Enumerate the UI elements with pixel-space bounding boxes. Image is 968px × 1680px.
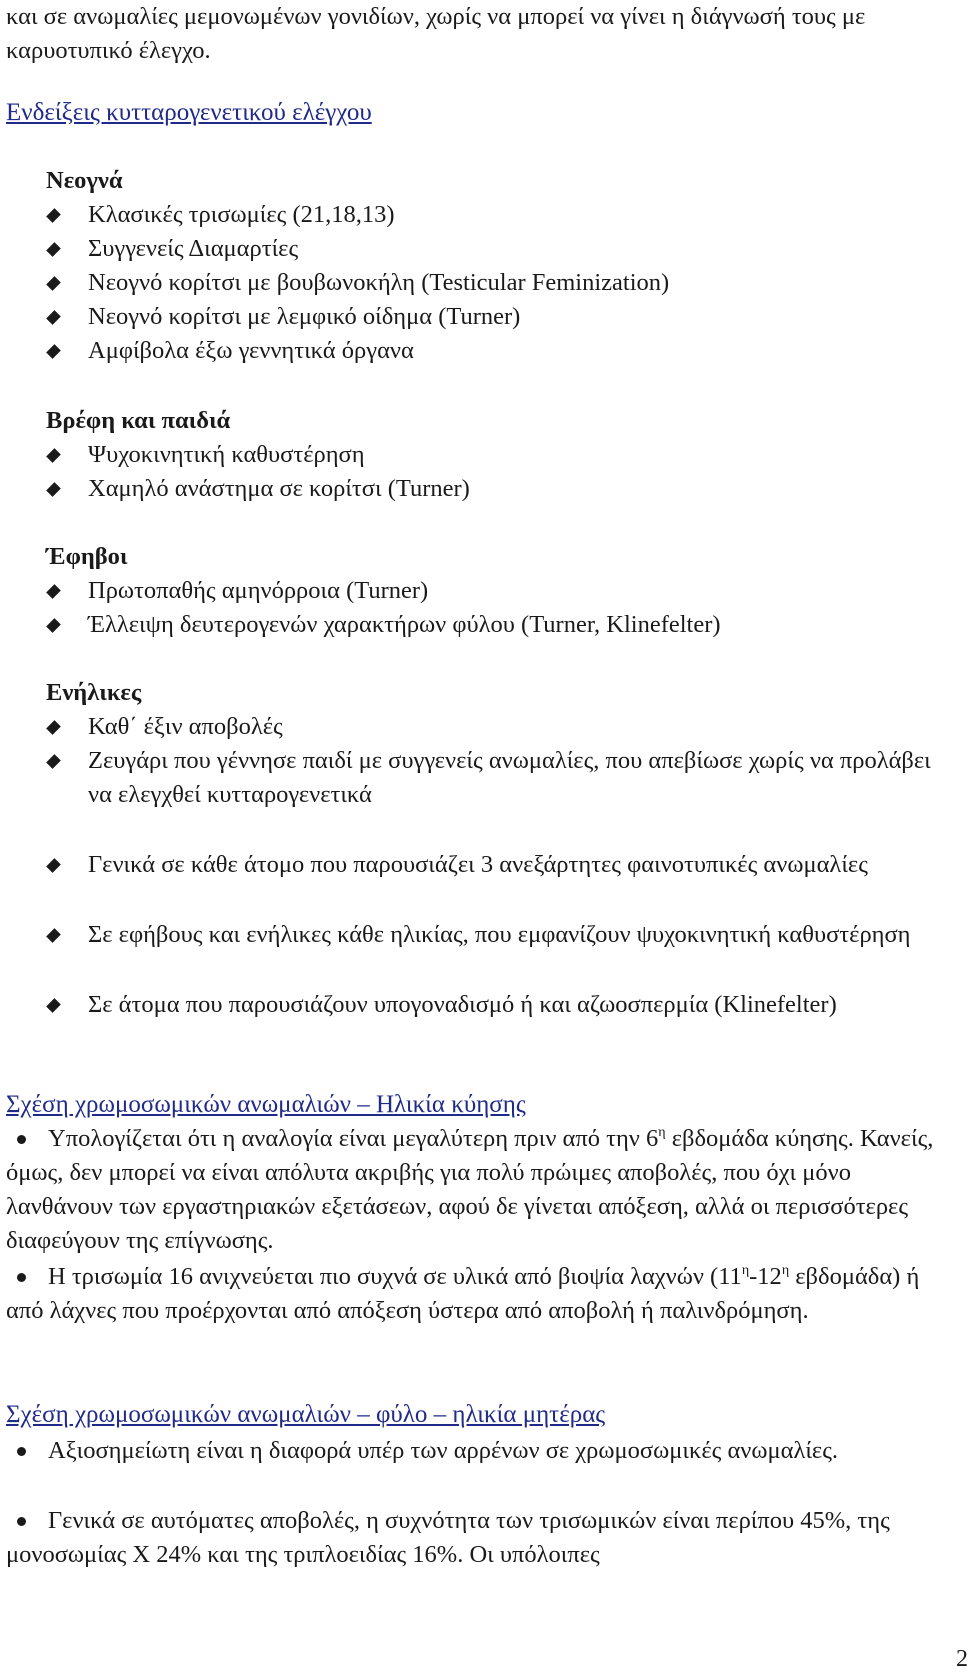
round-bullet-icon bbox=[6, 1122, 36, 1156]
group-title-adults: Ενήλικες bbox=[46, 679, 142, 706]
bullet-paragraph: Αξιοσημείωτη είναι η διαφορά υπέρ των αρρένων σε χρωμοσωμικές ανωμαλίες. bbox=[6, 1434, 948, 1468]
list-item: Ψυχοκινητική καθυστέρηση bbox=[46, 438, 946, 472]
bullet-paragraph: Γενικά σε αυτόματες αποβολές, η συχνότητα των τρισωμικών είναι περίπου 45%, της μονοσωμίας Χ 24% και της τριπλοειδίας 16%. Οι υπόλοιπες bbox=[6, 1504, 948, 1572]
bullet-paragraph: Υπολογίζεται ότι η αναλογία είναι μεγαλύτερη πριν από την $6^\eta$ εβδομάδα κύησης. Κανείς, όμως, δεν μπορεί να είναι απόλυτα ακριβής για πολύ πρώιμες αποβολές, που όχι μόνο λανθάνουν των εργαστηριακών εξετάσεων, αφού δε γίνεται απόξεση, αλλά οι περισσότερες διαφεύγουν της επίγνωσης. bbox=[6, 1122, 948, 1258]
list-item: Νεογνό κορίτσι με λεμφικό οίδημα (Turner) bbox=[46, 300, 946, 334]
list-item: Ζευγάρι που γέννησε παιδί με συγγενείς ανωμαλίες, που απεβίωσε χωρίς να προλάβει να ελεγχθεί κυτταρογενετικά bbox=[46, 744, 946, 812]
list-item: Σε εφήβους και ενήλικες κάθε ηλικίας, που εμφανίζουν ψυχοκινητική καθυστέρηση bbox=[46, 918, 946, 952]
diamond-bullet-icon bbox=[46, 581, 60, 601]
intro-paragraph: και σε ανωμαλίες μεμονωμένων γονιδίων, χωρίς να μπορεί να γίνει η διάγνωσή τους με καρυοτυπικό έλεγχο. bbox=[6, 3, 866, 64]
diamond-bullet-icon bbox=[46, 341, 60, 361]
list-item: Έλλειψη δευτερογενών χαρακτήρων φύλου (Turner, Klinefelter) bbox=[46, 608, 946, 642]
diamond-bullet-icon bbox=[46, 995, 60, 1015]
diamond-bullet-icon bbox=[46, 717, 60, 737]
diamond-bullet-icon bbox=[46, 925, 60, 945]
list-item: Νεογνό κορίτσι με βουβωνοκήλη (Testicular Feminization) bbox=[46, 266, 946, 300]
list-item: Αμφίβολα έξω γεννητικά όργανα bbox=[46, 334, 946, 368]
group-title-infants: Βρέφη και παιδιά bbox=[46, 407, 231, 434]
page-number: 2 bbox=[956, 1646, 968, 1672]
list-item: Χαμηλό ανάστημα σε κορίτσι (Turner) bbox=[46, 472, 946, 506]
list-item: Κλασικές τρισωμίες (21,18,13) bbox=[46, 198, 946, 232]
section-heading-sex-maternal-age: Σχέση χρωμοσωμικών ανωμαλιών – φύλο – ηλικία μητέρας bbox=[6, 1401, 606, 1428]
round-bullet-icon bbox=[6, 1260, 36, 1294]
group-title-adolescents: Έφηβοι bbox=[46, 543, 128, 570]
diamond-bullet-icon bbox=[46, 751, 60, 771]
list-item: Σε άτομα που παρουσιάζουν υπογοναδισμό ή και αζωοσπερμία (Klinefelter) bbox=[46, 988, 946, 1022]
list-item: Πρωτοπαθής αμηνόρροια (Turner) bbox=[46, 574, 946, 608]
diamond-bullet-icon bbox=[46, 273, 60, 293]
diamond-bullet-icon bbox=[46, 445, 60, 465]
diamond-bullet-icon bbox=[46, 479, 60, 499]
list-item: Συγγενείς Διαμαρτίες bbox=[46, 232, 946, 266]
round-bullet-icon bbox=[6, 1504, 36, 1538]
diamond-bullet-icon bbox=[46, 205, 60, 225]
section-heading-indications: Ενδείξεις κυτταρογενετικού ελέγχου bbox=[6, 99, 372, 126]
diamond-bullet-icon bbox=[46, 615, 60, 635]
diamond-bullet-icon bbox=[46, 855, 60, 875]
list-item: Καθ΄ έξιν αποβολές bbox=[46, 710, 946, 744]
group-title-newborns: Νεογνά bbox=[46, 167, 123, 194]
diamond-bullet-icon bbox=[46, 239, 60, 259]
diamond-bullet-icon bbox=[46, 307, 60, 327]
list-item: Γενικά σε κάθε άτομο που παρουσιάζει 3 ανεξάρτητες φαινοτυπικές ανωμαλίες bbox=[46, 848, 946, 882]
round-bullet-icon bbox=[6, 1434, 36, 1468]
bullet-paragraph: Η τρισωμία 16 ανιχνεύεται πιο συχνά σε υλικά από βιοψία λαχνών ($11^\eta-12^\eta$ εβδομάδα) ή από λάχνες που προέρχονται από απόξεση ύστερα από αποβολή ή παλινδρόμηση. bbox=[6, 1260, 948, 1328]
section-heading-gestational-age: Σχέση χρωμοσωμικών ανωμαλιών – Ηλικία κύησης bbox=[6, 1091, 526, 1118]
